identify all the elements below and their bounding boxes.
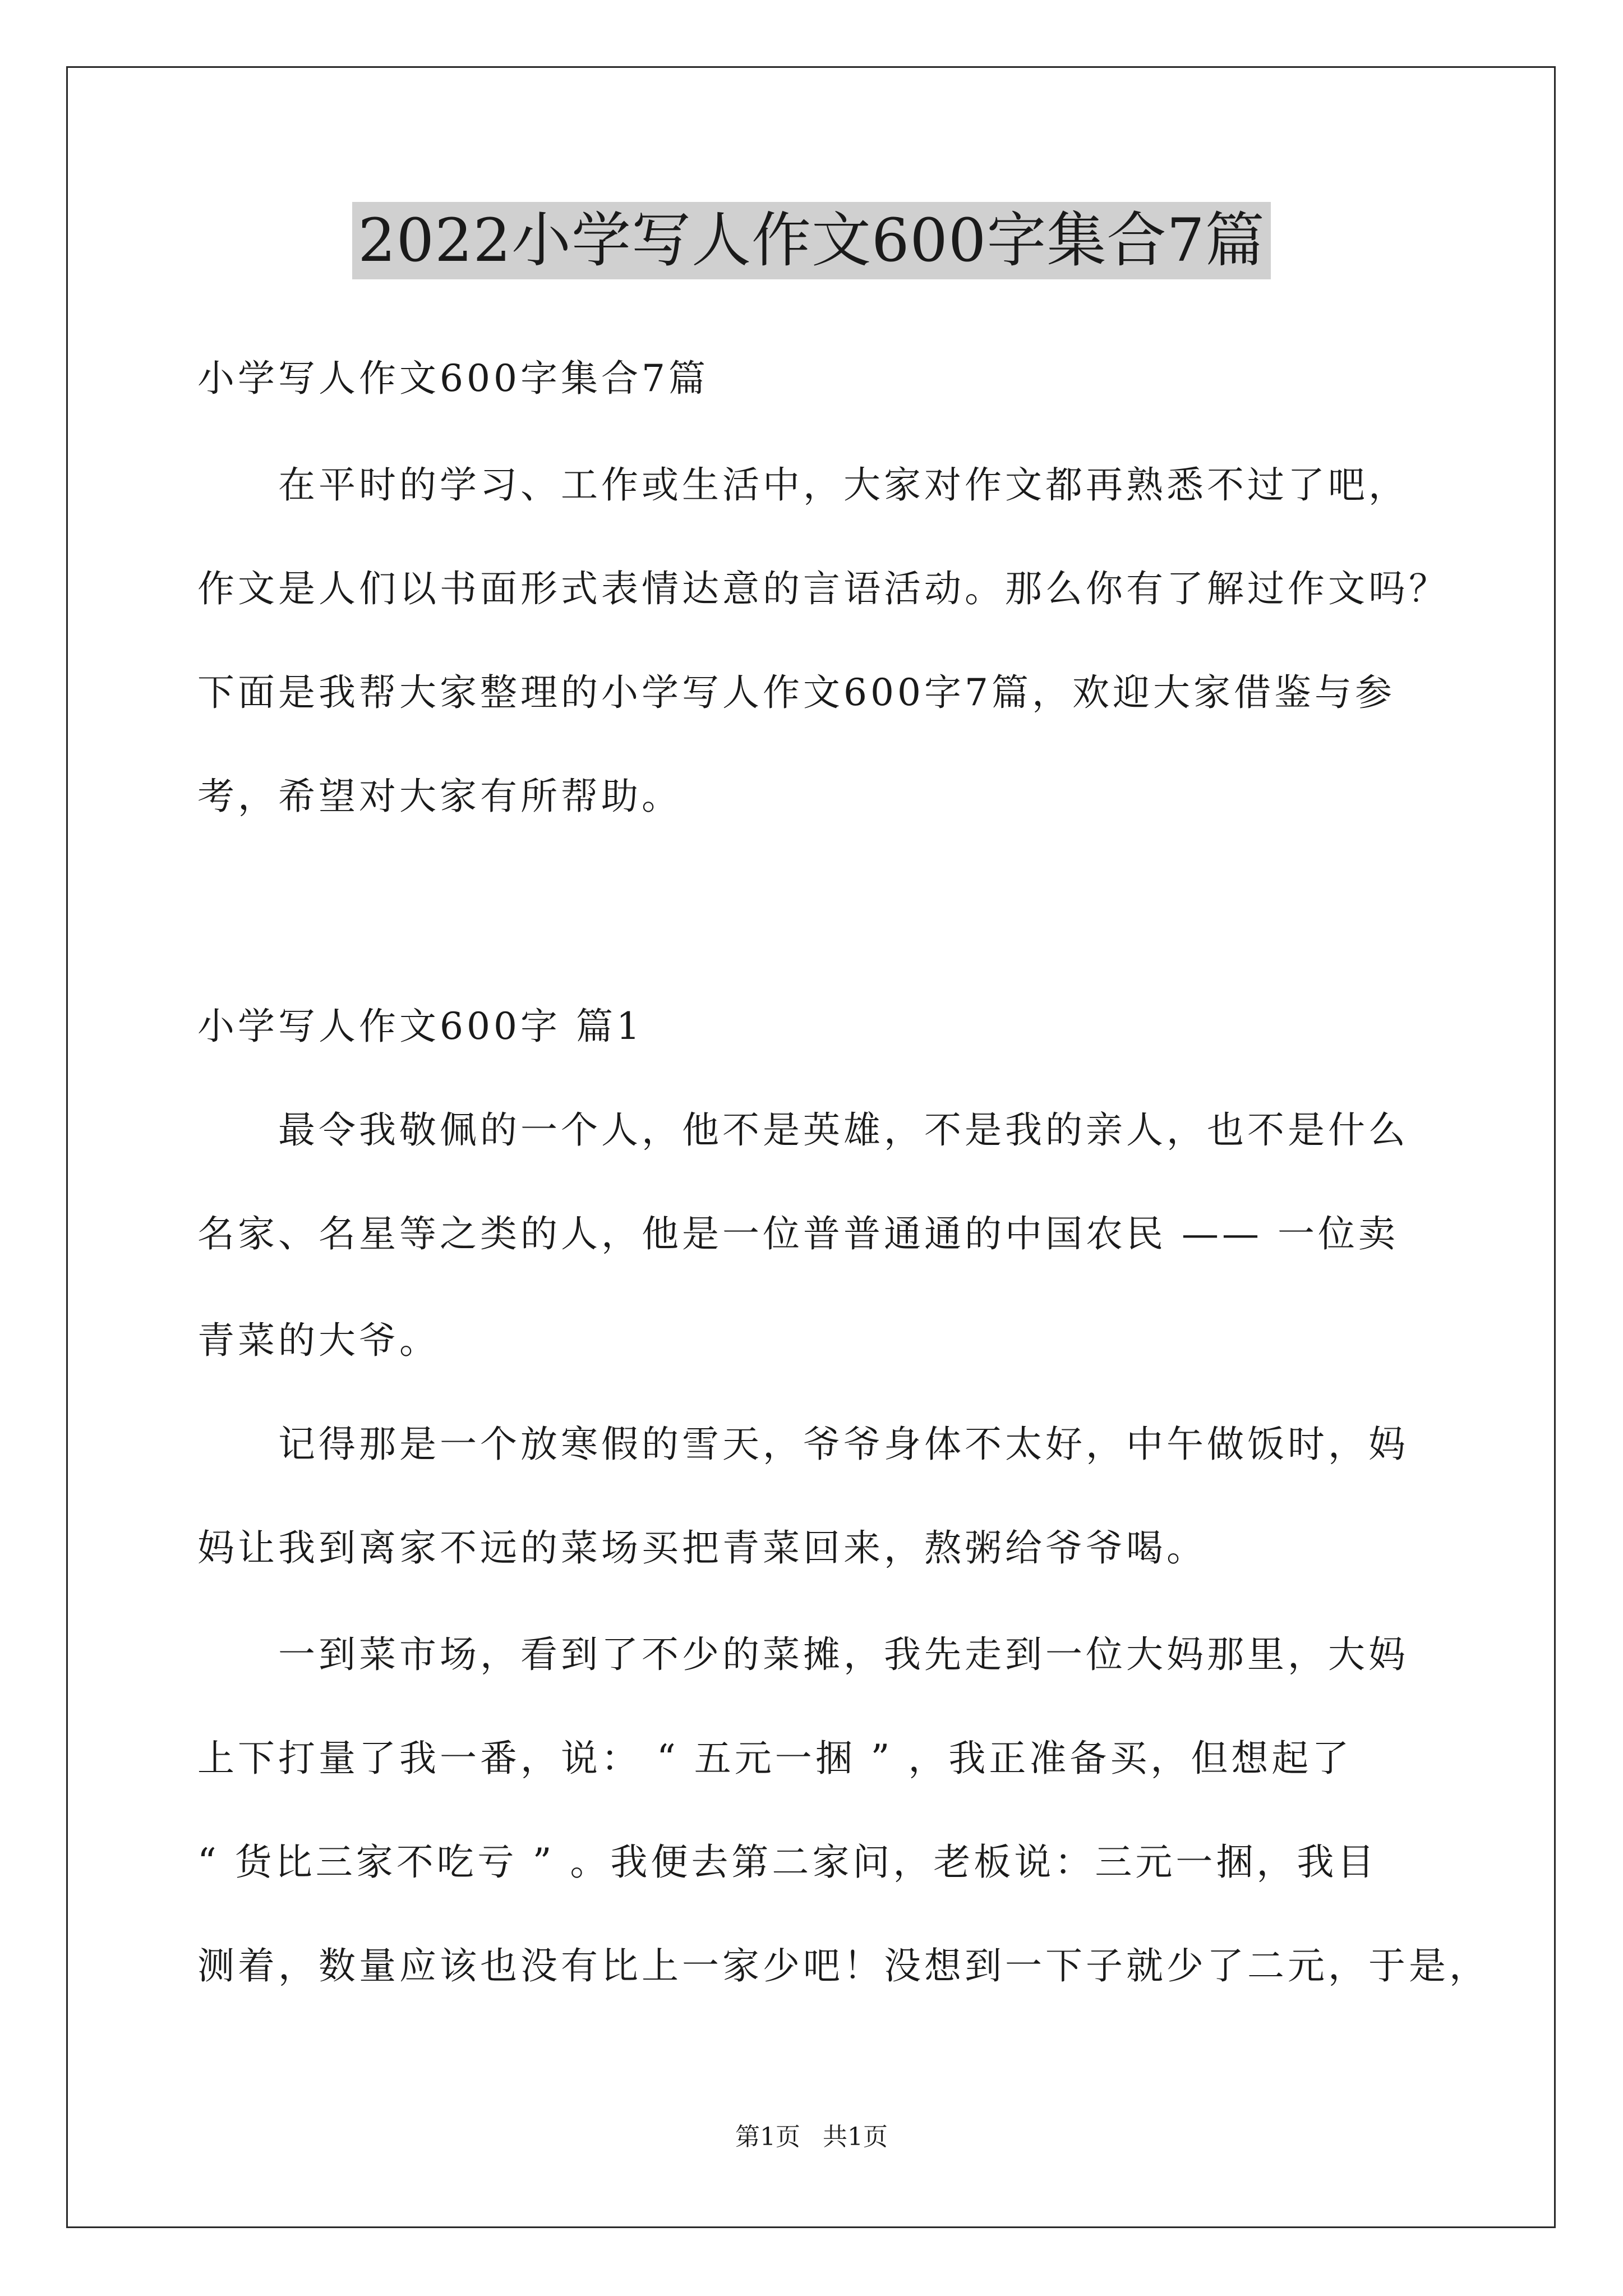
page-number: 第1页 (735, 2123, 800, 2151)
page-total: 共1页 (823, 2123, 888, 2151)
intro-line: 考，希望对大家有所帮助。 (197, 775, 682, 818)
subtitle: 小学写人作文600字集合7篇 (197, 357, 709, 400)
body-line: 记得那是一个放寒假的雪天，爷爷身体不太好，中午做饭时，妈 (278, 1423, 1409, 1466)
title-container (0, 202, 1623, 279)
intro-line: 下面是我帮大家整理的小学写人作文600字7篇，欢迎大家借鉴与参 (197, 671, 1395, 714)
intro-line: 在平时的学习、工作或生活中，大家对作文都再熟悉不过了吧， (278, 463, 1409, 507)
document-title: 2022小学写人作文600字集合7篇 (352, 202, 1271, 279)
body-line: 妈让我到离家不远的菜场买把青菜回来，熬粥给爷爷喝。 (197, 1526, 1207, 1570)
body-line: 最令我敬佩的一个人，他不是英雄，不是我的亲人，也不是什么 (278, 1108, 1409, 1152)
body-line: 青菜的大爷。 (197, 1319, 440, 1362)
intro-line: 作文是人们以书面形式表情达意的言语活动。那么你有了解过作文吗？ (197, 567, 1449, 610)
body-line: 上下打量了我一番，说： “ 五元一捆 ” ，我正准备买，但想起了 (197, 1737, 1353, 1780)
page-footer (0, 2120, 1623, 2154)
body-line: 测着，数量应该也没有比上一家少吧！没想到一下子就少了二元，于是， (197, 1944, 1490, 1987)
section-heading: 小学写人作文600字 篇1 (197, 1005, 643, 1048)
body-line: 名家、名星等之类的人，他是一位普普通通的中国农民 —— 一位卖 (197, 1212, 1399, 1255)
body-line: “ 货比三家不吃亏 ” 。我便去第二家问，老板说：三元一捆，我目 (197, 1841, 1378, 1884)
body-line: 一到菜市场，看到了不少的菜摊，我先走到一位大妈那里，大妈 (278, 1633, 1409, 1676)
